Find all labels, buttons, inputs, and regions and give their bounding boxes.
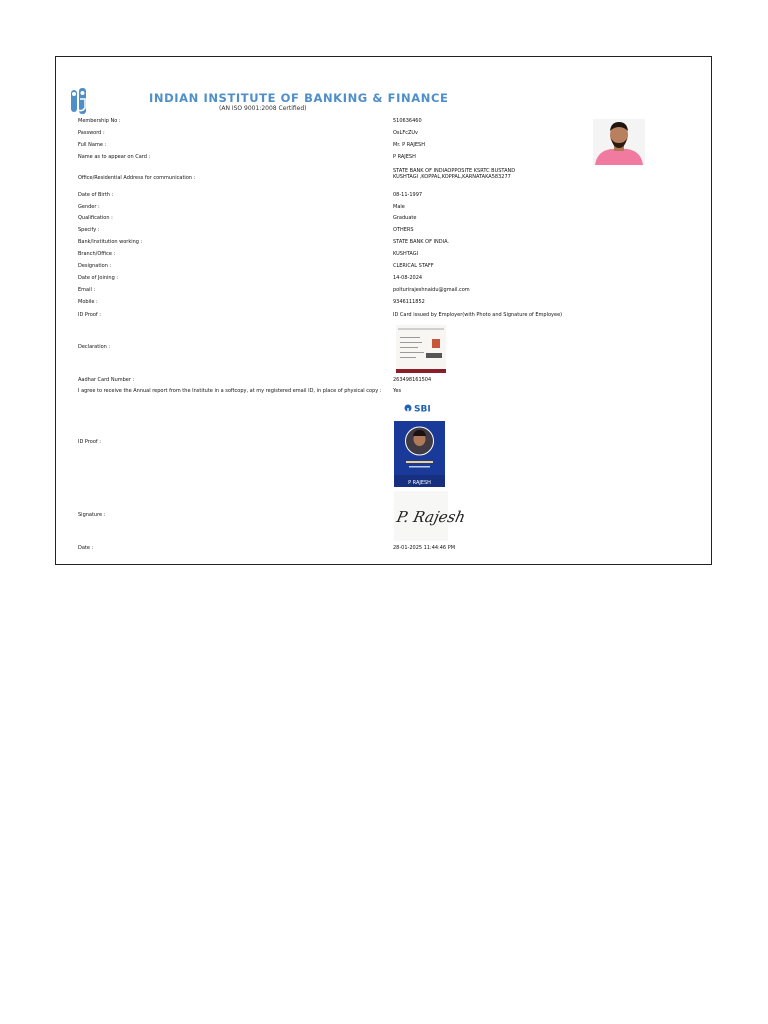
declaration-document-image [396, 325, 446, 373]
field-label: Declaration : [78, 344, 111, 350]
field-value: ID Card issued by Employer(with Photo and Signature of Employee) [393, 312, 563, 318]
field-label: ID Proof : [78, 439, 101, 445]
field-value: 510636460 [393, 118, 422, 124]
field-label: Qualification : [78, 215, 113, 221]
field-label: Password : [78, 130, 105, 136]
field-value: Yes [393, 388, 402, 394]
field-label: Email : [78, 287, 96, 293]
field-value: 263498161504 [393, 377, 432, 383]
application-form [55, 56, 712, 565]
signature-text: P. Rajesh [395, 508, 467, 526]
field-value: 28-01-2025 11:44:46 PM [393, 545, 456, 551]
field-value: polturirajeshnaidu@gmail.com [393, 287, 470, 293]
field-label: Name as to appear on Card : [78, 154, 151, 160]
id-card-brand: SBI [414, 404, 431, 415]
id-card-name: P RAJESH [408, 480, 431, 486]
employer-id-card-image [394, 401, 445, 487]
field-value: 08-11-1997 [393, 192, 423, 198]
institute-title: INDIAN INSTITUTE OF BANKING & FINANCE [149, 91, 449, 105]
field-value: CLERICAL STAFF [393, 263, 434, 269]
field-value: P RAJESH [393, 154, 416, 160]
field-label: I agree to receive the Annual report from the Institute in a softcopy, at my registered email ID, in place of physical copy : [78, 388, 382, 394]
field-value: STATE BANK OF INDIA. [393, 239, 449, 245]
field-label: Date : [78, 545, 94, 551]
field-label: Branch/Office : [78, 251, 116, 257]
field-label: Specify : [78, 227, 100, 233]
signature-image [394, 491, 467, 541]
field-label: Signature : [78, 512, 106, 518]
field-value: 9346111852 [393, 299, 425, 305]
field-label: Designation : [78, 263, 112, 269]
field-value: OTHERS [393, 227, 414, 233]
field-label: Date of Birth : [78, 192, 114, 198]
iibf-logo-icon [70, 88, 90, 114]
field-value: KUSHTAGI [393, 251, 419, 257]
field-value: Graduate [393, 215, 417, 221]
field-label: Office/Residential Address for communication : [78, 175, 196, 181]
field-value: Mr. P RAJESH [393, 142, 425, 148]
applicant-photo [593, 119, 645, 165]
field-value: OsLFcZUv [393, 130, 418, 136]
field-label: ID Proof : [78, 312, 101, 318]
field-value: STATE BANK OF INDIAOPPOSITE KSRTC BUSTAND KUSHTAGI ,KOPPAL,KOPPAL,KARNATAKA583277 [393, 168, 516, 180]
field-label: Date of Joining : [78, 275, 119, 281]
field-label: Aadhar Card Number : [78, 377, 135, 383]
field-value: Male [393, 204, 405, 210]
field-label: Membership No : [78, 118, 121, 124]
field-label: Full Name : [78, 142, 107, 148]
field-label: Gender : [78, 204, 100, 210]
iso-certification: (AN ISO 9001:2008 Certified) [219, 105, 307, 112]
field-label: Mobile : [78, 299, 98, 305]
field-label: Bank/Institution working : [78, 239, 143, 245]
field-value: 14-08-2024 [393, 275, 423, 281]
